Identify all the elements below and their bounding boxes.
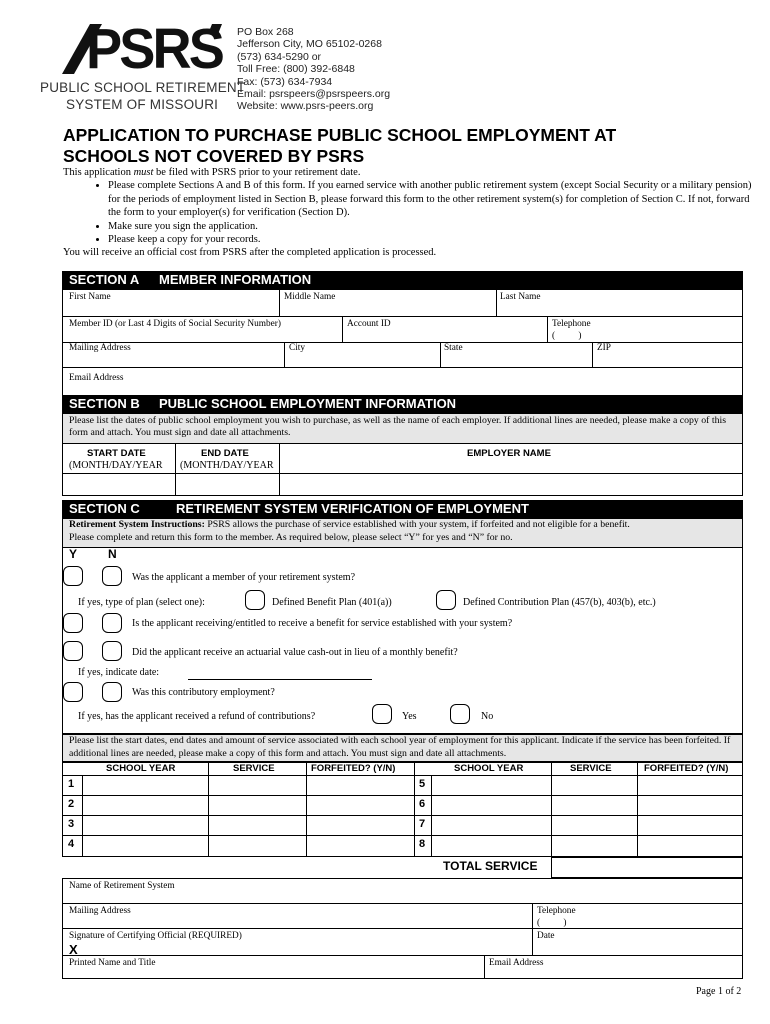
intro-pre: This application <box>63 167 134 178</box>
retirement-system-name-field[interactable]: Name of Retirement System <box>69 881 175 891</box>
contact-address <box>237 26 390 113</box>
q3-yes-checkbox[interactable] <box>63 641 83 661</box>
total-service-input[interactable] <box>551 857 743 878</box>
refund-yes-label: Yes <box>402 711 417 722</box>
plan-type-label: If yes, type of plan (select one): <box>78 597 205 608</box>
section-c-header <box>62 500 743 518</box>
divider <box>62 815 743 816</box>
rs-mailing-address-field[interactable]: Mailing Address <box>69 906 131 916</box>
intro-post: be filed with PSRS prior to your retirement date. <box>153 167 361 178</box>
divider <box>62 928 743 929</box>
refund-no-label: No <box>481 711 494 722</box>
row-number: 2 <box>68 798 75 810</box>
divider <box>82 775 83 857</box>
service-instructions: Please list the start dates, end dates and amount of service associated with each school year of employment for this applicant. Indicate if the service has been forfeited. If additional lines are needed, please make a copy of this form and attach. You must sign and date all attachments. <box>69 735 731 759</box>
col-school-year-right: SCHOOL YEAR <box>454 763 524 774</box>
total-service-label: TOTAL SERVICE <box>443 859 538 873</box>
divider <box>547 316 548 342</box>
account-id-field[interactable]: Account ID <box>347 319 391 329</box>
start-date-format: (MONTH/DAY/YEAR <box>69 460 163 471</box>
divider <box>62 775 743 776</box>
divider <box>637 762 638 857</box>
intro-bullets <box>63 179 753 246</box>
section-c-instructions <box>69 519 741 544</box>
printed-name-field[interactable]: Printed Name and Title <box>69 958 156 968</box>
divider <box>342 316 343 342</box>
psrs-logo <box>62 17 223 81</box>
q2-text: Is the applicant receiving/entitled to receive a benefit for service established with your system? <box>132 618 513 629</box>
divider <box>208 762 209 857</box>
q1-no-checkbox[interactable] <box>102 566 122 586</box>
signature-x-mark: X <box>69 942 78 957</box>
page-number: Page 1 of 2 <box>696 986 742 997</box>
divider <box>306 762 307 857</box>
address-line: Fax: (573) 634-7934 <box>237 75 333 88</box>
telephone-paren: ( ) <box>552 331 582 341</box>
title-line-1: APPLICATION TO PURCHASE PUBLIC SCHOOL EMPLOYMENT AT <box>63 125 617 145</box>
q3-no-checkbox[interactable] <box>102 641 122 661</box>
member-id-field[interactable]: Member ID (or Last 4 Digits of Social Security Number) <box>69 319 281 329</box>
intro-text <box>63 166 753 260</box>
no-column-label: N <box>108 547 117 561</box>
plan-db-label: Defined Benefit Plan (401(a)) <box>272 597 392 608</box>
row-number: 8 <box>419 838 426 850</box>
instructions-rest: PSRS allows the purchase of service established with your system, if forfeited and not eligible for a benefit. <box>204 519 630 530</box>
divider <box>62 955 743 956</box>
indicate-date-label: If yes, indicate date: <box>78 667 160 678</box>
start-date-header: START DATE <box>87 448 146 459</box>
q4-yes-checkbox[interactable] <box>63 682 83 702</box>
first-name-field[interactable]: First Name <box>69 292 111 302</box>
zip-field[interactable]: ZIP <box>597 343 611 353</box>
instructions-line2: Please complete and return this form to the member. As required below, please select “Y” for yes and “N” for no. <box>69 531 513 543</box>
address-line: Toll Free: (800) 392-6848 <box>237 63 355 76</box>
divider <box>496 289 497 316</box>
intro-closing: You will receive an official cost from PSRS after the completed application is processed. <box>63 247 437 259</box>
indicate-date-input[interactable] <box>188 679 372 680</box>
section-b-name: PUBLIC SCHOOL EMPLOYMENT INFORMATION <box>159 396 457 411</box>
q4-no-checkbox[interactable] <box>102 682 122 702</box>
divider <box>279 289 280 316</box>
org-name-line2: SYSTEM OF MISSOURI <box>66 97 219 112</box>
state-field[interactable]: State <box>444 343 463 353</box>
col-school-year-left: SCHOOL YEAR <box>106 763 176 774</box>
section-b-header <box>62 395 743 413</box>
divider <box>592 342 593 367</box>
logo-wordmark: PSRS <box>86 17 223 81</box>
section-a-code: SECTION A <box>69 272 140 287</box>
intro-line <box>63 166 753 179</box>
address-line: Email: psrspeers@psrspeers.org <box>237 88 391 101</box>
divider <box>532 903 533 955</box>
section-c-code: SECTION C <box>69 501 140 516</box>
mailing-address-field[interactable]: Mailing Address <box>69 343 131 353</box>
divider <box>431 775 432 857</box>
divider <box>62 316 743 317</box>
col-forfeited-left: FORFEITED? (Y/N) <box>311 763 396 774</box>
row-number: 7 <box>419 818 426 830</box>
intro-bullet: • Make sure you sign the application. <box>108 220 753 233</box>
divider <box>62 903 743 904</box>
email-field[interactable]: Email Address <box>69 373 124 383</box>
section-c-name: RETIREMENT SYSTEM VERIFICATION OF EMPLOYMENT <box>176 501 529 516</box>
title-line-2: SCHOOLS NOT COVERED BY PSRS <box>63 146 365 166</box>
q2-no-checkbox[interactable] <box>102 613 122 633</box>
yes-column-label: Y <box>69 547 78 561</box>
refund-label: If yes, has the applicant received a refund of contributions? <box>78 711 316 722</box>
intro-emphasis: must <box>133 167 154 178</box>
signature-field[interactable]: Signature of Certifying Official (REQUIRED) <box>69 931 242 941</box>
last-name-field[interactable]: Last Name <box>500 292 541 302</box>
service-table <box>62 762 743 857</box>
rs-telephone-paren: ( ) <box>537 918 567 928</box>
col-service-left: SERVICE <box>233 763 275 774</box>
address-line: (573) 634-5290 or <box>237 50 322 63</box>
intro-bullet: • Please complete Sections A and B of this form. If you earned service with another public retirement system (except Social Security or a military pension) for the periods of employment listed in Section B, please forward this form to the other retirement system(s) for completion of Section C. If not, forward the form to your employer(s) for verification (Section D). <box>108 179 753 219</box>
middle-name-field[interactable]: Middle Name <box>284 292 336 302</box>
plan-db-checkbox[interactable] <box>245 590 265 610</box>
refund-yes-checkbox[interactable] <box>372 704 392 724</box>
row-number: 6 <box>419 798 426 810</box>
q3-text: Did the applicant receive an actuarial value cash-out in lieu of a monthly benefit? <box>132 647 458 658</box>
date-field[interactable]: Date <box>537 931 555 941</box>
end-date-format: (MONTH/DAY/YEAR <box>180 460 274 471</box>
q1-yes-checkbox[interactable] <box>63 566 83 586</box>
address-line: Jefferson City, MO 65102-0268 <box>237 38 382 51</box>
plan-dc-checkbox[interactable] <box>436 590 456 610</box>
section-a-name: MEMBER INFORMATION <box>159 272 312 287</box>
employer-name-header: EMPLOYER NAME <box>467 448 551 459</box>
divider <box>284 342 285 367</box>
refund-no-checkbox[interactable] <box>450 704 470 724</box>
row-number: 4 <box>68 838 75 850</box>
col-service-right: SERVICE <box>570 763 612 774</box>
telephone-field[interactable]: Telephone <box>552 319 591 329</box>
row-number: 1 <box>68 778 75 790</box>
rs-telephone-field[interactable]: Telephone <box>537 906 576 916</box>
divider <box>414 762 415 857</box>
plan-dc-label: Defined Contribution Plan (457(b), 403(b), etc.) <box>463 597 656 608</box>
instructions-bold: Retirement System Instructions: <box>69 519 205 530</box>
divider <box>484 955 485 979</box>
end-date-header: END DATE <box>201 448 249 459</box>
address-line: PO Box 268 <box>237 26 294 38</box>
q4-text: Was this contributory employment? <box>132 687 275 698</box>
divider <box>62 835 743 836</box>
divider <box>551 762 552 857</box>
section-b-instructions: Please list the dates of public school employment you wish to purchase, as well as the name of each employer. If additional lines are needed, please make a copy of this form and attach. You must sign and date all attachments. <box>69 415 727 439</box>
end-date-input[interactable] <box>176 474 278 495</box>
city-field[interactable]: City <box>289 343 306 353</box>
row-number: 5 <box>419 778 426 790</box>
q2-yes-checkbox[interactable] <box>63 613 83 633</box>
address-line: Website: www.psrs-peers.org <box>237 100 374 113</box>
divider <box>62 342 743 343</box>
rs-email-field[interactable]: Email Address <box>489 958 544 968</box>
section-a-header <box>62 271 743 289</box>
divider <box>440 342 441 367</box>
divider <box>62 367 743 368</box>
form-title <box>63 125 616 167</box>
q1-text: Was the applicant a member of your retirement system? <box>132 572 356 583</box>
divider <box>62 795 743 796</box>
intro-bullet: • Please keep a copy for your records. <box>108 233 753 246</box>
row-number: 3 <box>68 818 75 830</box>
start-date-input[interactable] <box>63 474 174 495</box>
col-forfeited-right: FORFEITED? (Y/N) <box>644 763 729 774</box>
org-name-line1: PUBLIC SCHOOL RETIREMENT <box>40 80 246 95</box>
section-b-code: SECTION B <box>69 396 140 411</box>
employer-name-input[interactable] <box>280 474 742 495</box>
